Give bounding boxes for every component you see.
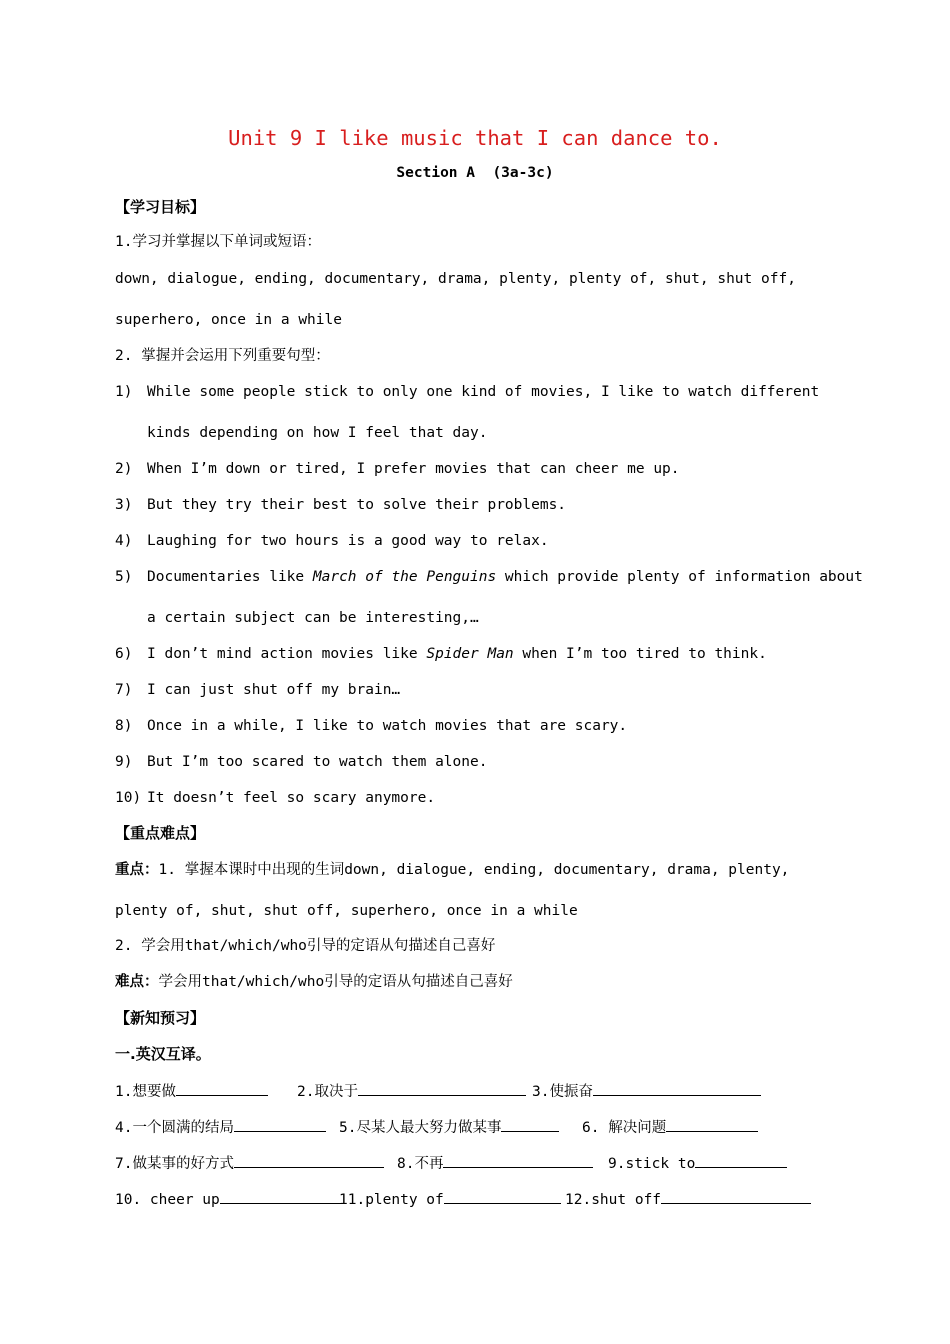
sentence-7: I can just shut off my brain… — [147, 682, 401, 698]
sentence-5 — [147, 567, 863, 587]
exercise-9 — [608, 1152, 787, 1174]
exercise-5-prompt: 5.尽某人最大努力做某事 — [339, 1120, 502, 1136]
exercise-10-blank[interactable] — [220, 1188, 346, 1204]
sentence-3: But they try their best to solve their problems. — [147, 497, 567, 513]
exercise-3-prompt: 3.使振奋 — [532, 1084, 593, 1100]
exercise-5-blank[interactable] — [501, 1116, 559, 1132]
exercise-12-blank[interactable] — [661, 1188, 811, 1204]
sentence-10: It doesn’t feel so scary anymore. — [147, 790, 436, 806]
sentence-8: Once in a while, I like to watch movies that are scary. — [147, 718, 628, 734]
goals-heading: 【学习目标】 — [115, 198, 206, 216]
exercise-2-blank[interactable] — [358, 1080, 526, 1096]
sentence-10-number: 10) — [115, 790, 142, 806]
exercise-6-prompt: 6. 解决问题 — [582, 1120, 667, 1136]
exercise-4-blank[interactable] — [234, 1116, 326, 1132]
exercise-11-prompt: 11.plenty of — [339, 1192, 444, 1208]
exercise-3 — [532, 1080, 761, 1102]
sentence-4: Laughing for two hours is a good way to relax. — [147, 533, 549, 549]
sentence-6 — [147, 644, 767, 664]
exercise-1-prompt: 1.想要做 — [115, 1084, 176, 1100]
sentence-1-number: 1) — [115, 384, 133, 400]
key-point-text-1: 1. 掌握本课时中出现的生词down, dialogue, ending, documentary, drama, plenty, — [158, 862, 790, 878]
key-points-heading: 【重点难点】 — [115, 824, 206, 842]
exercise-7 — [115, 1152, 384, 1174]
exercise-2-prompt: 2.取决于 — [297, 1084, 358, 1100]
sentence-5-pre: Documentaries like — [147, 569, 313, 585]
key-point-line-2: plenty of, shut, shut off, superhero, once in a while — [115, 903, 578, 919]
sentence-8-number: 8) — [115, 718, 133, 734]
exercise-6-blank[interactable] — [666, 1116, 758, 1132]
exercise-8 — [397, 1152, 593, 1174]
sentence-7-number: 7) — [115, 682, 133, 698]
section-subtitle: Section A (3a-3c) — [396, 165, 554, 181]
goals-item-2: 2. 掌握并会运用下列重要句型： — [115, 348, 330, 364]
exercise-2 — [297, 1080, 526, 1102]
movie-title-spider-man: Spider Man — [426, 646, 514, 662]
difficult-point-line — [115, 972, 513, 992]
difficult-point-text: 学会用that/which/who引导的定语从句描述自己喜好 — [158, 974, 513, 990]
exercise-8-prompt: 8.不再 — [397, 1156, 444, 1172]
exercise-8-blank[interactable] — [443, 1152, 593, 1168]
sentence-6-pre: I don’t mind action movies like — [147, 646, 427, 662]
sentence-1-cont: kinds depending on how I feel that day. — [147, 425, 488, 441]
exercise-7-blank[interactable] — [234, 1152, 384, 1168]
difficult-point-label: 难点： — [115, 974, 159, 990]
sentence-5-number: 5) — [115, 569, 133, 585]
key-point-label: 重点： — [115, 862, 159, 878]
exercise-4 — [115, 1116, 326, 1138]
sentence-9: But I’m too scared to watch them alone. — [147, 754, 488, 770]
exercise-10-prompt: 10. cheer up — [115, 1192, 220, 1208]
vocab-line-2: superhero, once in a while — [115, 312, 342, 328]
exercise-12 — [565, 1188, 811, 1210]
sentence-6-number: 6) — [115, 646, 133, 662]
exercise-7-prompt: 7.做某事的好方式 — [115, 1156, 234, 1172]
exercise-10 — [115, 1188, 346, 1210]
sentence-3-number: 3) — [115, 497, 133, 513]
movie-title-march-of-the-penguins: March of the Penguins — [312, 569, 497, 585]
page-title: Unit 9 I like music that I can dance to. — [228, 126, 722, 150]
exercise-9-blank[interactable] — [695, 1152, 787, 1168]
sentence-2: When I’m down or tired, I prefer movies that can cheer me up. — [147, 461, 680, 477]
key-point-line-1 — [115, 860, 789, 880]
exercise-11-blank[interactable] — [444, 1188, 561, 1204]
sentence-5-cont: a certain subject can be interesting,… — [147, 610, 479, 626]
sentence-2-number: 2) — [115, 461, 133, 477]
key-point-line-3: 2. 学会用that/which/who引导的定语从句描述自己喜好 — [115, 938, 496, 954]
preview-heading: 【新知预习】 — [115, 1009, 206, 1027]
vocab-line-1: down, dialogue, ending, documentary, drama, plenty, plenty of, shut, shut off, — [115, 271, 796, 287]
exercise-9-prompt: 9.stick to — [608, 1156, 696, 1172]
exercise-11 — [339, 1188, 561, 1210]
sentence-6-post: when I’m too tired to think. — [513, 646, 767, 662]
exercise-6 — [582, 1116, 758, 1138]
exercise-5 — [339, 1116, 559, 1138]
exercise-12-prompt: 12.shut off — [565, 1192, 662, 1208]
translation-heading: 一.英汉互译。 — [115, 1045, 211, 1063]
exercise-1-blank[interactable] — [176, 1080, 268, 1096]
exercise-3-blank[interactable] — [593, 1080, 761, 1096]
exercise-1 — [115, 1080, 268, 1102]
sentence-9-number: 9) — [115, 754, 133, 770]
sentence-5-post: which provide plenty of information about — [496, 569, 863, 585]
exercise-4-prompt: 4.一个圆满的结局 — [115, 1120, 234, 1136]
sentence-4-number: 4) — [115, 533, 133, 549]
goals-item-1: 1.学习并掌握以下单词或短语： — [115, 234, 321, 250]
sentence-1: While some people stick to only one kind of movies, I like to watch different — [147, 384, 820, 400]
